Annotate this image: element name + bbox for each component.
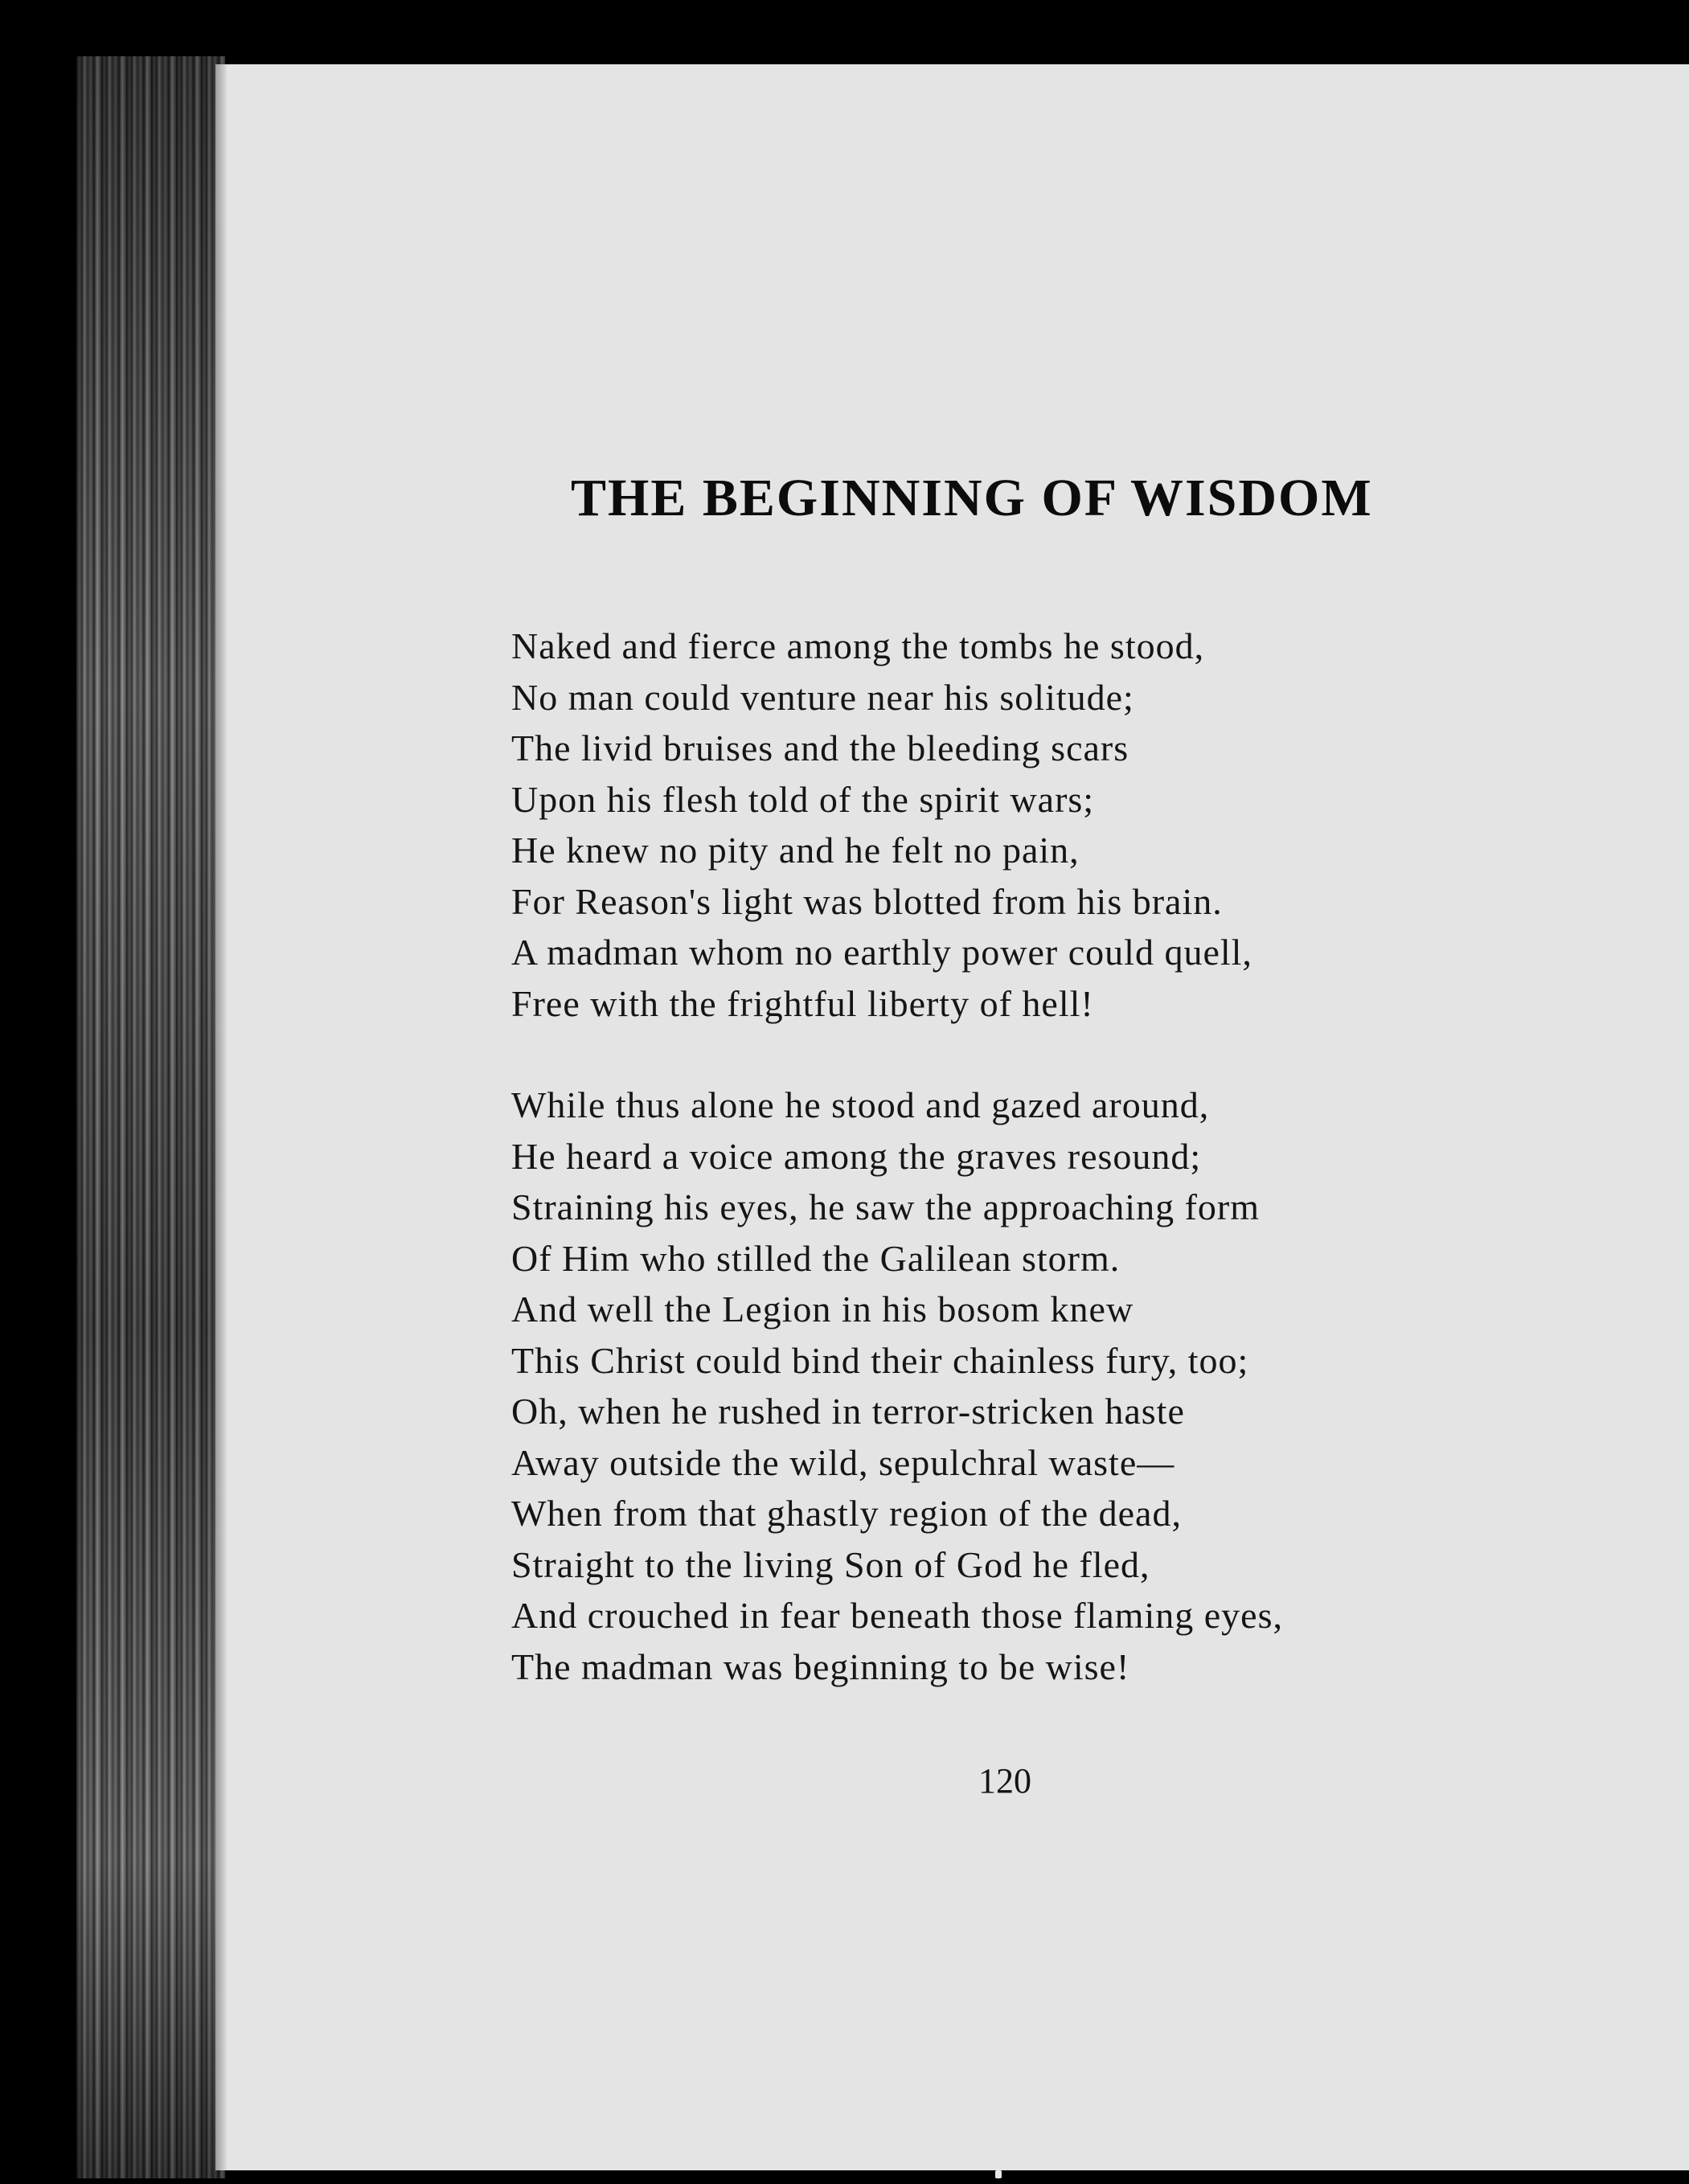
- poem-line: For Reason's light was blotted from his brain.: [511, 880, 1223, 922]
- poem-line: Oh, when he rushed in terror-stricken haste: [511, 1391, 1185, 1432]
- page-number: 120: [978, 1761, 1031, 1801]
- poem-line: Straining his eyes, he saw the approaching form: [511, 1186, 1260, 1227]
- poem-line: No man could venture near his solitude;: [511, 676, 1134, 718]
- poem-line: A madman whom no earthly power could quell,: [511, 932, 1252, 973]
- poem-line: He heard a voice among the graves resound;: [511, 1135, 1202, 1177]
- poem-line: When from that ghastly region of the dead,: [511, 1493, 1182, 1534]
- poem-line: Upon his flesh told of the spirit wars;: [511, 778, 1095, 820]
- scan-speck: [995, 2170, 1002, 2178]
- poem-line: And well the Legion in his bosom knew: [511, 1289, 1134, 1330]
- poem-line: The livid bruises and the bleeding scars: [511, 727, 1129, 768]
- page-gutter-edge: [215, 64, 227, 2170]
- poem-line: Of Him who stilled the Galilean storm.: [511, 1237, 1121, 1279]
- poem-title: THE BEGINNING OF WISDOM: [571, 469, 1373, 527]
- poem-line: He knew no pity and he felt no pain,: [511, 830, 1080, 871]
- poem-line: Free with the frightful liberty of hell!: [511, 982, 1094, 1024]
- spine-shading: [76, 56, 225, 2178]
- stanza-1: [511, 621, 1508, 1029]
- stanza-2: [511, 1080, 1508, 1692]
- poem-line: Away outside the wild, sepulchral waste—: [511, 1441, 1175, 1483]
- poem-body: [511, 621, 1508, 1692]
- poem-line: And crouched in fear beneath those flaming eyes,: [511, 1595, 1283, 1636]
- poem-line: Straight to the living Son of God he fled,: [511, 1543, 1150, 1585]
- poem-line: While thus alone he stood and gazed around,: [511, 1084, 1210, 1125]
- poem-line: The madman was beginning to be wise!: [511, 1645, 1130, 1687]
- poem-line: Naked and fierce among the tombs he stood,: [511, 625, 1205, 666]
- poem-line: This Christ could bind their chainless fury, too;: [511, 1339, 1249, 1381]
